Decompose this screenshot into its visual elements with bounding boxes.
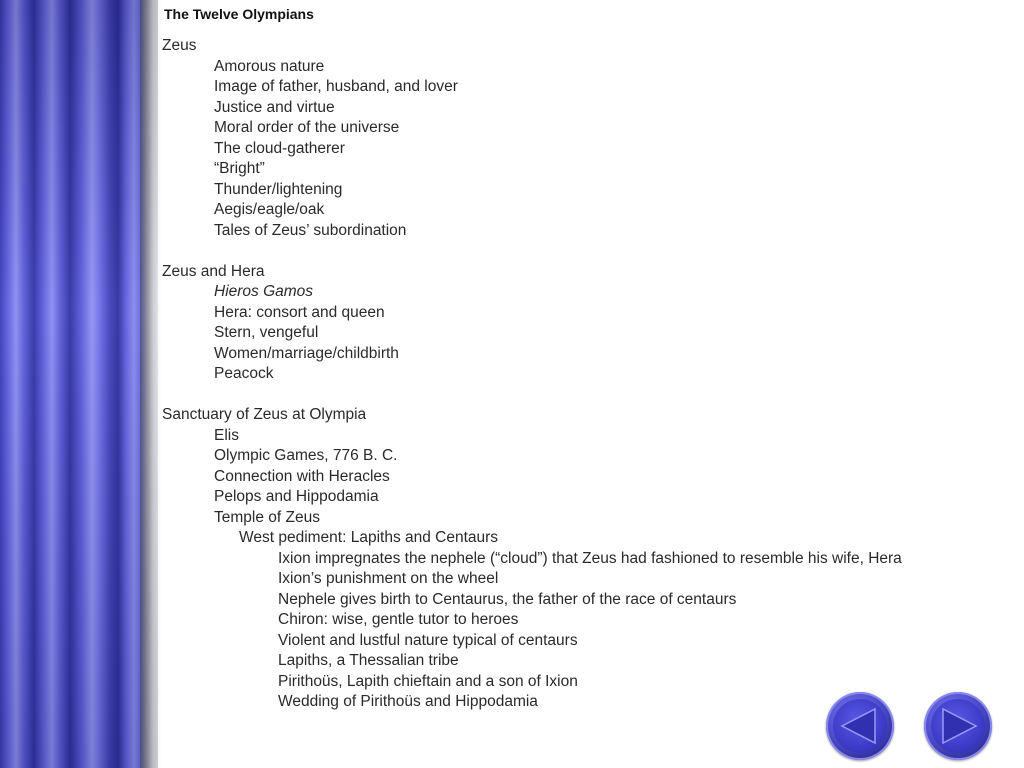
next-slide-button[interactable] [924, 692, 992, 760]
outline-item: Violent and lustful nature typical of centaurs [278, 631, 578, 649]
outline-item: Pirithoüs, Lapith chieftain and a son of Ixion [278, 672, 578, 690]
previous-slide-button[interactable] [826, 692, 894, 760]
outline-item: Temple of Zeus [214, 508, 320, 526]
outline-item: Peacock [214, 365, 274, 382]
sidebar-shadow [140, 0, 162, 768]
outline-item: Nephele gives birth to Centaurus, the father of the race of centaurs [278, 590, 737, 608]
outline-item: Chiron: wise, gentle tutor to heroes [278, 611, 519, 628]
blank-line [162, 241, 992, 262]
outline-item: Stern, vengeful [214, 324, 319, 341]
outline-heading: Zeus [162, 37, 197, 54]
outline-item: Ixion’s punishment on the wheel [278, 570, 499, 587]
outline-item: Image of father, husband, and lover [214, 78, 458, 95]
outline-item: Ixion impregnates the nephele (“cloud”) that Zeus had fashioned to resemble his wife, Hera [278, 549, 902, 567]
slide-content [162, 36, 992, 713]
outline-item: The cloud-gatherer [214, 139, 345, 157]
outline-item: Connection with Heracles [214, 467, 390, 485]
outline-item: Moral order of the universe [214, 119, 400, 136]
right-triangle-icon [924, 692, 992, 760]
decorative-sidebar [0, 0, 158, 768]
left-triangle-icon [826, 692, 894, 760]
outline-heading: Sanctuary of Zeus at Olympia [162, 406, 367, 423]
outline-item: Amorous nature [214, 57, 325, 75]
outline-item: Thunder/lightening [214, 180, 343, 198]
outline-heading: Zeus and Hera [162, 262, 265, 280]
slide-title: The Twelve Olympians [164, 6, 314, 22]
outline-item: Justice and virtue [214, 98, 335, 116]
outline-item: Tales of Zeus’ subordination [214, 221, 407, 239]
outline-item: West pediment: Lapiths and Centaurs [239, 529, 499, 546]
outline-item: “Bright” [214, 160, 265, 177]
blank-line [162, 385, 992, 406]
outline-item: Pelops and Hippodamia [214, 488, 379, 505]
outline-item: Olympic Games, 776 B. C. [214, 447, 398, 464]
outline-item: Aegis/eagle/oak [214, 201, 325, 218]
outline-item: Hieros Gamos [214, 283, 314, 300]
outline-item: Lapiths, a Thessalian tribe [278, 652, 459, 669]
outline-item: Women/marriage/childbirth [214, 344, 399, 362]
outline-item: Wedding of Pirithoüs and Hippodamia [278, 693, 538, 710]
outline-item: Elis [214, 426, 239, 444]
outline-item: Hera: consort and queen [214, 303, 385, 321]
